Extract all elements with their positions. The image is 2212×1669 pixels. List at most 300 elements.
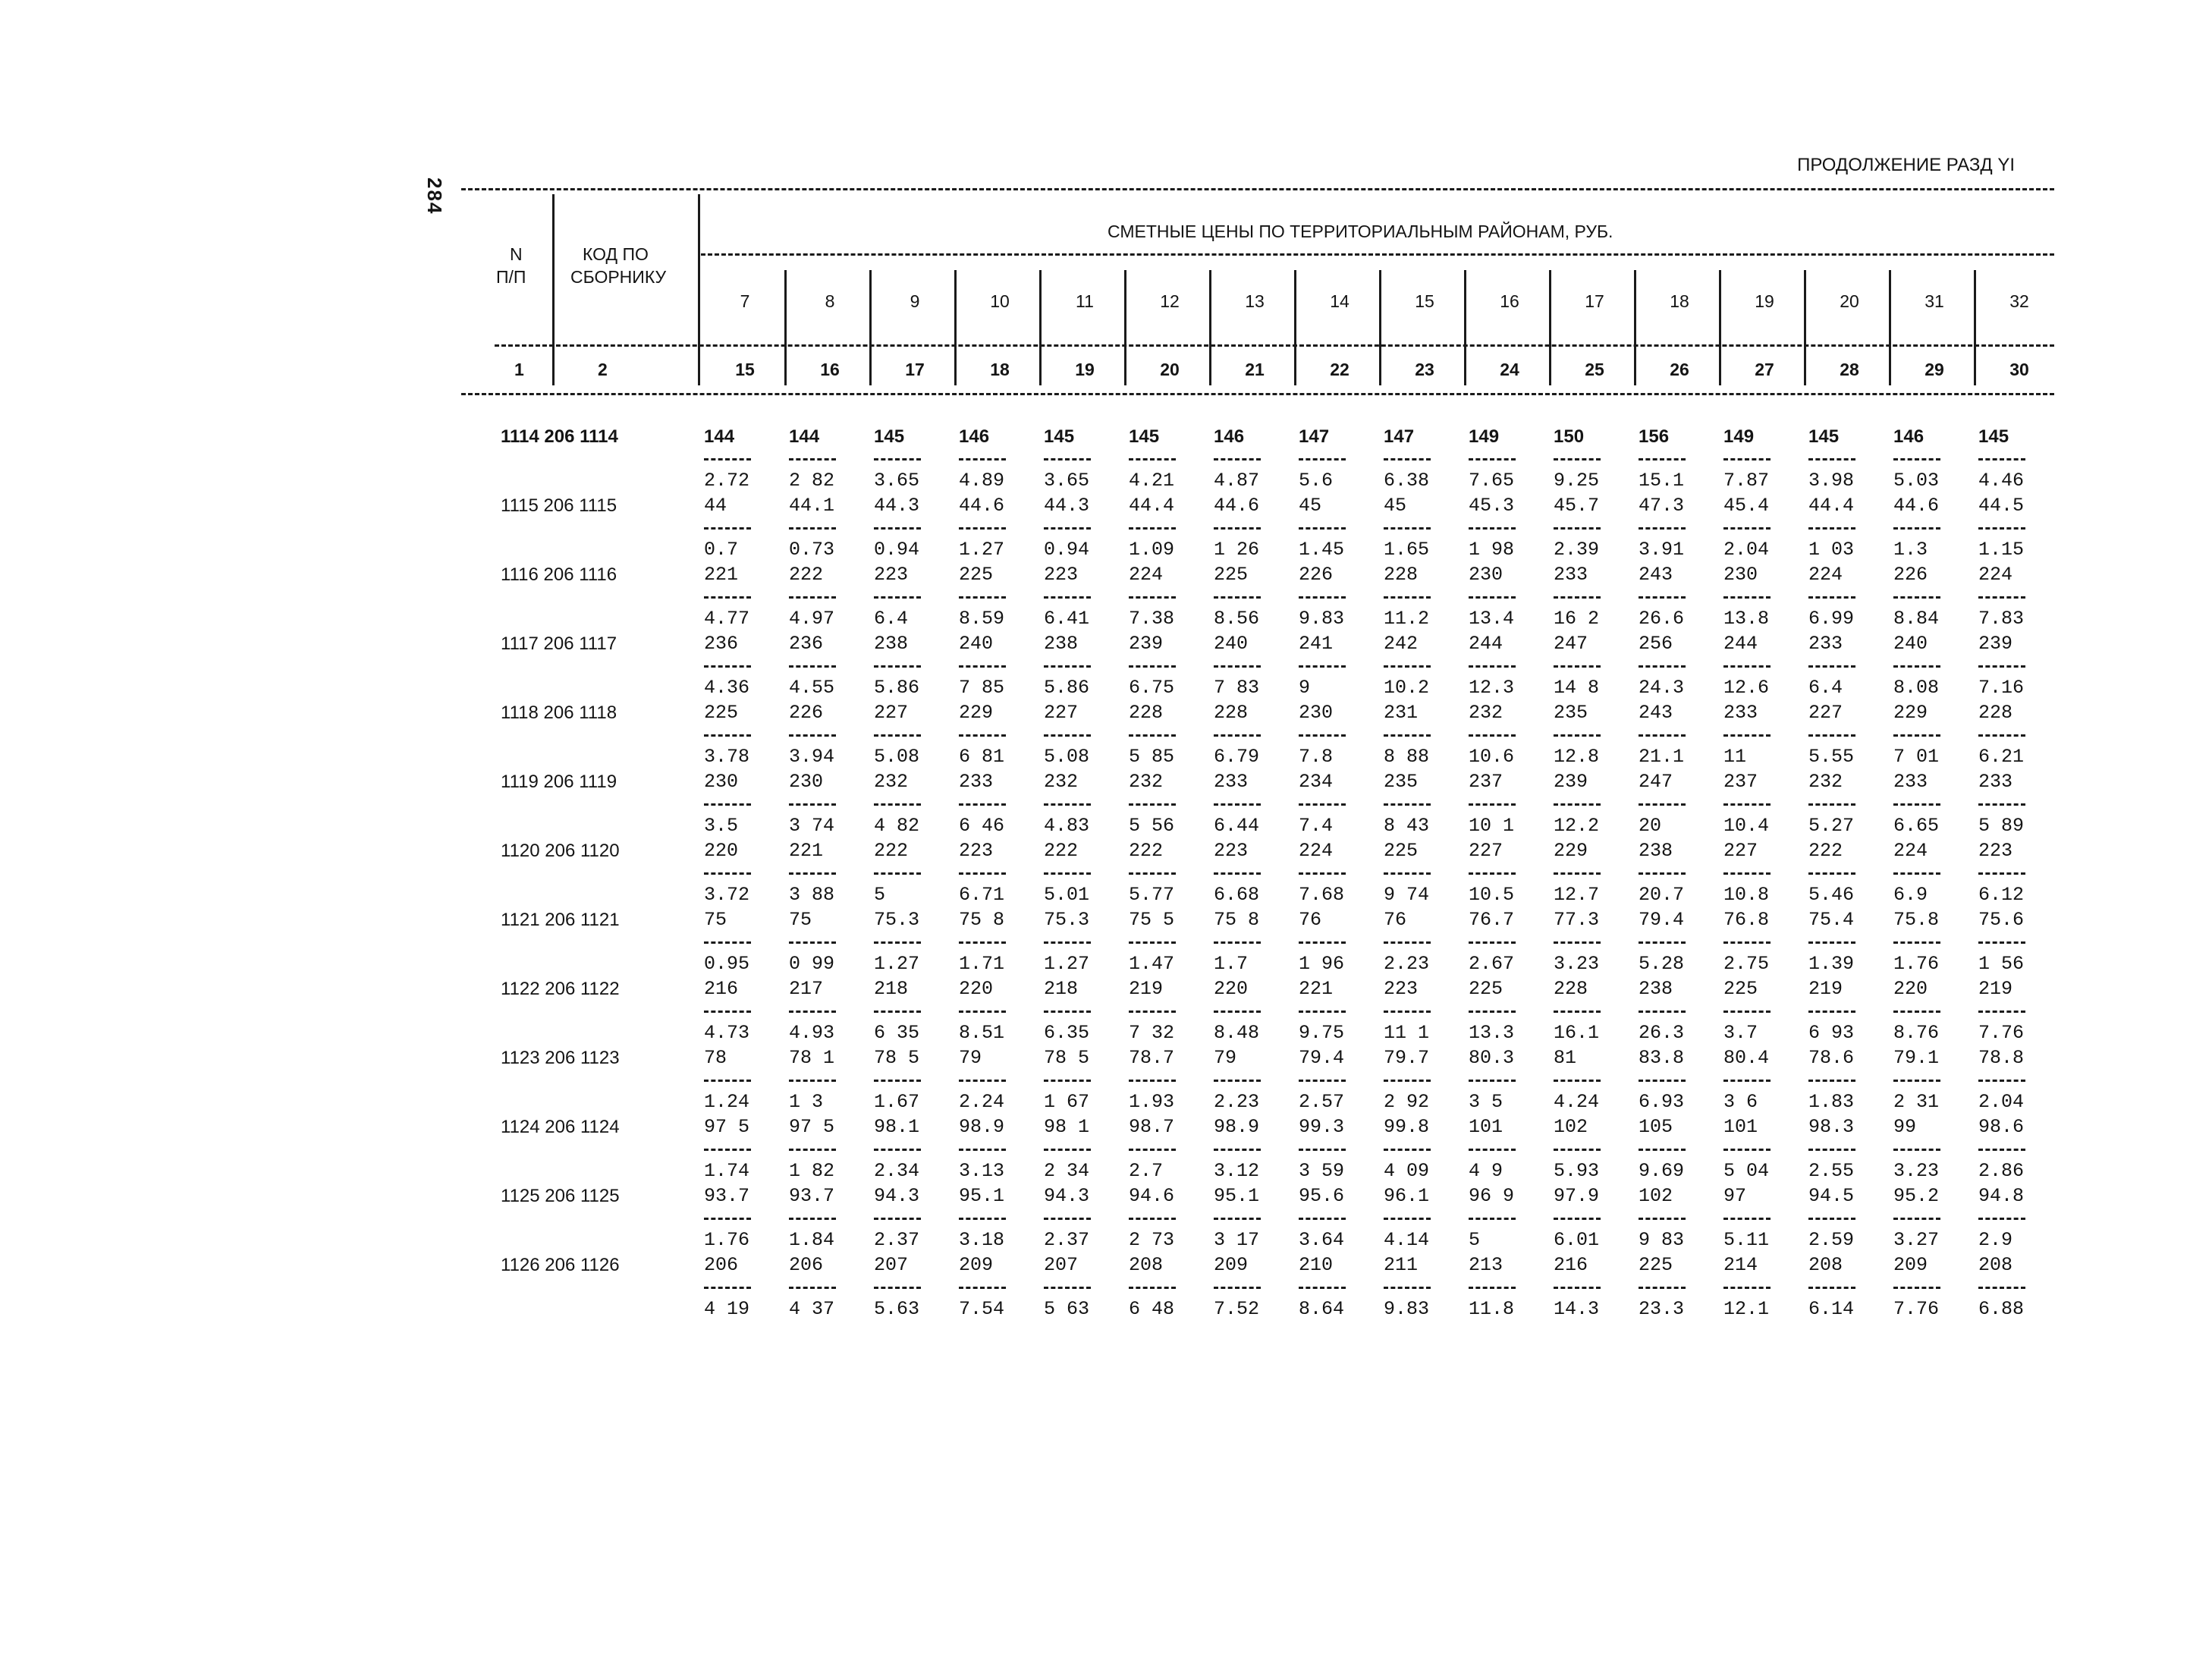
price-value: 233 (959, 771, 994, 793)
price-value-secondary: 8.59 (959, 608, 1005, 630)
price-value-secondary: 2.37 (1044, 1229, 1090, 1251)
price-value-secondary: 6.35 (1044, 1022, 1090, 1044)
fraction-separator (1554, 872, 1601, 875)
fraction-separator (789, 1011, 836, 1013)
price-value-secondary: 10.6 (1469, 746, 1515, 768)
price-value: 144 (789, 426, 820, 447)
price-value: 228 (1554, 978, 1588, 1000)
fraction-separator (959, 596, 1006, 599)
price-value: 233 (1554, 564, 1588, 586)
price-value-secondary: 10 1 (1469, 815, 1515, 837)
fraction-separator (1639, 872, 1686, 875)
price-value-secondary: 5.86 (1044, 677, 1090, 699)
price-value: 44.6 (1893, 495, 1940, 517)
price-value-secondary: 1 03 (1808, 539, 1855, 561)
fraction-separator (1129, 527, 1176, 530)
price-value: 223 (1214, 840, 1249, 862)
price-value: 44.6 (959, 495, 1005, 517)
fraction-separator (874, 941, 921, 944)
fraction-separator (1893, 734, 1940, 737)
price-value: 243 (1639, 564, 1673, 586)
price-value-secondary: 11.8 (1469, 1298, 1515, 1320)
price-value-secondary: 24.3 (1639, 677, 1685, 699)
fraction-separator (1299, 941, 1346, 944)
district-header: 32 (2009, 291, 2029, 311)
price-value: 147 (1384, 426, 1415, 447)
price-value-secondary: 1.27 (959, 539, 1005, 561)
price-value: 146 (1893, 426, 1925, 447)
fraction-separator (1214, 1287, 1261, 1289)
price-value: 76.8 (1723, 909, 1770, 931)
fraction-separator (1893, 458, 1940, 460)
price-value: 146 (959, 426, 990, 447)
fraction-separator (1723, 527, 1771, 530)
price-value-secondary: 4.97 (789, 608, 835, 630)
price-value: 97 (1723, 1185, 1747, 1207)
price-value-secondary: 20.7 (1639, 884, 1685, 906)
price-value-secondary: 4.36 (704, 677, 750, 699)
fraction-separator (1554, 1287, 1601, 1289)
price-value: 235 (1384, 771, 1419, 793)
price-value: 207 (874, 1254, 909, 1276)
fraction-separator (874, 803, 921, 806)
price-value-secondary: 4.77 (704, 608, 750, 630)
price-value-secondary: 6.4 (874, 608, 909, 630)
header-divider-code (698, 194, 700, 385)
price-value: 220 (1893, 978, 1928, 1000)
fraction-separator (1723, 1218, 1771, 1220)
price-value-secondary: 7.87 (1723, 470, 1770, 492)
fraction-separator (1978, 527, 2025, 530)
price-value-secondary: 12.2 (1554, 815, 1600, 837)
fraction-separator (1469, 1011, 1516, 1013)
price-value-secondary: 9.75 (1299, 1022, 1345, 1044)
price-value: 95.6 (1299, 1185, 1345, 1207)
price-value-secondary: 1.27 (1044, 953, 1090, 975)
price-value-secondary: 4.93 (789, 1022, 835, 1044)
price-value-secondary: 6.75 (1129, 677, 1175, 699)
price-value-secondary: 11 1 (1384, 1022, 1430, 1044)
price-value-secondary: 2.04 (1723, 539, 1770, 561)
fraction-separator (1893, 1287, 1940, 1289)
fraction-separator (1299, 734, 1346, 737)
price-value-secondary: 7 85 (959, 677, 1005, 699)
price-value-secondary: 2.75 (1723, 953, 1770, 975)
numbering-header: 30 (2009, 360, 2029, 379)
fraction-separator (1808, 1218, 1855, 1220)
price-value-secondary: 8.48 (1214, 1022, 1260, 1044)
numbering-header: 29 (1925, 360, 1944, 379)
fraction-separator (1639, 1218, 1686, 1220)
price-value: 220 (959, 978, 994, 1000)
price-value: 94.6 (1129, 1185, 1175, 1207)
price-value-secondary: 2.86 (1978, 1160, 2025, 1182)
price-value: 226 (1893, 564, 1928, 586)
price-value: 225 (704, 702, 739, 724)
price-value: 94.3 (874, 1185, 920, 1207)
price-value: 238 (874, 633, 909, 655)
fraction-separator (1384, 803, 1431, 806)
fraction-separator (1469, 596, 1516, 599)
price-value-secondary: 6.01 (1554, 1229, 1600, 1251)
price-value-secondary: 7.4 (1299, 815, 1334, 837)
fraction-separator (1723, 596, 1771, 599)
column-divider (1464, 270, 1466, 385)
price-value: 234 (1299, 771, 1334, 793)
fraction-separator (1639, 665, 1686, 668)
fraction-separator (1893, 1080, 1940, 1082)
price-value-secondary: 4.24 (1554, 1091, 1600, 1113)
price-value: 94.5 (1808, 1185, 1855, 1207)
price-value-secondary: 8.76 (1893, 1022, 1940, 1044)
fraction-separator (1129, 1149, 1176, 1151)
fraction-separator (1639, 1011, 1686, 1013)
fraction-separator (789, 872, 836, 875)
price-value-secondary: 0 99 (789, 953, 835, 975)
price-value: 97 5 (789, 1116, 835, 1138)
price-value: 219 (1978, 978, 2013, 1000)
price-value: 221 (704, 564, 739, 586)
fraction-separator (1469, 1149, 1516, 1151)
header-n: N (510, 244, 523, 264)
price-value-secondary: 4.14 (1384, 1229, 1430, 1251)
price-value-secondary: 8.08 (1893, 677, 1940, 699)
price-value: 145 (1129, 426, 1160, 447)
price-value-secondary: 3 59 (1299, 1160, 1345, 1182)
price-value-secondary: 7 83 (1214, 677, 1260, 699)
price-value: 79.7 (1384, 1047, 1430, 1069)
price-value-secondary: 1.27 (874, 953, 920, 975)
price-value: 256 (1639, 633, 1673, 655)
price-value: 222 (789, 564, 824, 586)
price-value: 224 (1893, 840, 1928, 862)
price-value: 238 (1639, 840, 1673, 862)
price-value-secondary: 6.68 (1214, 884, 1260, 906)
fraction-separator (1723, 941, 1771, 944)
price-value: 81 (1554, 1047, 1577, 1069)
fraction-separator (704, 596, 751, 599)
price-value-secondary: 26.3 (1639, 1022, 1685, 1044)
column-divider (1974, 270, 1976, 385)
price-value: 78.8 (1978, 1047, 2025, 1069)
price-value-secondary: 12.7 (1554, 884, 1600, 906)
price-value-secondary: 5.93 (1554, 1160, 1600, 1182)
column-divider (1209, 270, 1211, 385)
price-value-secondary: 3.5 (704, 815, 739, 837)
fraction-separator (1639, 803, 1686, 806)
fraction-separator (704, 803, 751, 806)
fraction-separator (1554, 1011, 1601, 1013)
price-value-secondary: 16 2 (1554, 608, 1600, 630)
price-value: 223 (1384, 978, 1419, 1000)
price-value-secondary: 3.78 (704, 746, 750, 768)
header-code-line2: СБОРНИКУ (570, 267, 667, 287)
numbering-header: 18 (990, 360, 1010, 379)
price-value: 79.4 (1299, 1047, 1345, 1069)
price-value: 75.8 (1893, 909, 1940, 931)
price-value: 156 (1639, 426, 1670, 447)
price-value-secondary: 12.8 (1554, 746, 1600, 768)
fraction-separator (1299, 527, 1346, 530)
price-value-secondary: 5.86 (874, 677, 920, 699)
price-value: 222 (1808, 840, 1843, 862)
price-value-secondary: 5.03 (1893, 470, 1940, 492)
price-value-secondary: 6.71 (959, 884, 1005, 906)
fraction-separator (704, 1149, 751, 1151)
price-value: 144 (704, 426, 735, 447)
price-value: 95.1 (1214, 1185, 1260, 1207)
price-value-secondary: 2.9 (1978, 1229, 2013, 1251)
price-value-secondary: 3 5 (1469, 1091, 1503, 1113)
price-value-secondary: 5.46 (1808, 884, 1855, 906)
fraction-separator (1044, 803, 1091, 806)
district-header: 16 (1500, 291, 1519, 311)
row-code-label: 1125 206 1125 (501, 1186, 620, 1206)
price-value: 228 (1214, 702, 1249, 724)
fraction-separator (1214, 1149, 1261, 1151)
fraction-separator (874, 458, 921, 460)
price-value: 237 (1469, 771, 1503, 793)
fraction-separator (1978, 1080, 2025, 1082)
fraction-separator (1639, 596, 1686, 599)
fraction-separator (1299, 872, 1346, 875)
price-value: 231 (1384, 702, 1419, 724)
price-value-secondary: 2 82 (789, 470, 835, 492)
price-value-secondary: 6.14 (1808, 1298, 1855, 1320)
fraction-separator (1129, 1287, 1176, 1289)
fraction-separator (1554, 734, 1601, 737)
price-value: 214 (1723, 1254, 1758, 1276)
price-value: 228 (1129, 702, 1164, 724)
price-value: 225 (1469, 978, 1503, 1000)
price-value: 75 (704, 909, 727, 931)
price-value: 227 (1044, 702, 1079, 724)
price-value: 223 (1044, 564, 1079, 586)
fraction-separator (1723, 665, 1771, 668)
price-value-secondary: 3 17 (1214, 1229, 1260, 1251)
district-header: 17 (1585, 291, 1604, 311)
price-value-secondary: 3.72 (704, 884, 750, 906)
fraction-separator (1893, 527, 1940, 530)
price-value: 45 (1384, 495, 1407, 517)
price-value-secondary: 4 19 (704, 1298, 750, 1320)
column-divider (1889, 270, 1891, 385)
price-value: 223 (874, 564, 909, 586)
page-number: 284 (423, 178, 446, 215)
column-divider (1719, 270, 1721, 385)
price-value-secondary: 6.9 (1893, 884, 1928, 906)
fraction-separator (1723, 1011, 1771, 1013)
fraction-separator (1893, 872, 1940, 875)
price-value-secondary: 7.65 (1469, 470, 1515, 492)
price-value-secondary: 2.34 (874, 1160, 920, 1182)
price-value-secondary: 2 31 (1893, 1091, 1940, 1113)
price-value: 232 (1044, 771, 1079, 793)
price-value: 232 (1808, 771, 1843, 793)
price-value: 222 (874, 840, 909, 862)
price-value-secondary: 2.37 (874, 1229, 920, 1251)
price-value-secondary: 0.73 (789, 539, 835, 561)
numbering-header: 25 (1585, 360, 1604, 379)
price-value-secondary: 0.94 (874, 539, 920, 561)
price-value: 75.3 (874, 909, 920, 931)
fraction-separator (959, 734, 1006, 737)
price-value: 224 (1129, 564, 1164, 586)
price-value: 208 (1808, 1254, 1843, 1276)
fraction-separator (1808, 596, 1855, 599)
fraction-separator (704, 941, 751, 944)
price-value-secondary: 1.3 (1893, 539, 1928, 561)
price-value: 206 (704, 1254, 739, 1276)
price-value: 75.6 (1978, 909, 2025, 931)
fraction-separator (1639, 1149, 1686, 1151)
fraction-separator (1893, 1218, 1940, 1220)
fraction-separator (789, 1218, 836, 1220)
numbering-header: 16 (820, 360, 840, 379)
price-value: 240 (1214, 633, 1249, 655)
price-value-secondary: 3.27 (1893, 1229, 1940, 1251)
price-value: 95.1 (959, 1185, 1005, 1207)
district-header: 20 (1840, 291, 1859, 311)
price-value-secondary: 1.71 (959, 953, 1005, 975)
numbering-header: 27 (1755, 360, 1774, 379)
fraction-separator (1639, 734, 1686, 737)
continuation-heading: ПРОДОЛЖЕНИЕ РАЗД YI (1797, 155, 2015, 175)
price-value: 96 9 (1469, 1185, 1515, 1207)
price-value-secondary: 3.18 (959, 1229, 1005, 1251)
fraction-separator (704, 665, 751, 668)
fraction-separator (1214, 941, 1261, 944)
price-value: 227 (1808, 702, 1843, 724)
fraction-separator (1299, 665, 1346, 668)
price-value: 229 (959, 702, 994, 724)
price-value-secondary: 3 88 (789, 884, 835, 906)
price-value-secondary: 1 3 (789, 1091, 824, 1113)
price-value: 145 (1044, 426, 1075, 447)
price-value-secondary: 13.8 (1723, 608, 1770, 630)
fraction-separator (1044, 941, 1091, 944)
price-value: 45 (1299, 495, 1322, 517)
price-value-secondary: 6 81 (959, 746, 1005, 768)
price-value-secondary: 1.15 (1978, 539, 2025, 561)
price-value: 240 (959, 633, 994, 655)
price-value-secondary: 4 09 (1384, 1160, 1430, 1182)
price-value-secondary: 13.3 (1469, 1022, 1515, 1044)
price-value-secondary: 9 83 (1639, 1229, 1685, 1251)
price-value-secondary: 3 74 (789, 815, 835, 837)
numbering-header: 20 (1160, 360, 1180, 379)
numbering-header: 19 (1075, 360, 1095, 379)
price-value: 98 1 (1044, 1116, 1090, 1138)
price-value: 230 (1469, 564, 1503, 586)
price-value-secondary: 11 (1723, 746, 1747, 768)
fraction-separator (789, 734, 836, 737)
fraction-separator (704, 1287, 751, 1289)
price-value: 221 (1299, 978, 1334, 1000)
fraction-separator (1044, 1218, 1091, 1220)
price-value-secondary: 4.87 (1214, 470, 1260, 492)
fraction-separator (1978, 803, 2025, 806)
fraction-separator (1978, 941, 2025, 944)
price-value: 237 (1723, 771, 1758, 793)
row-code-label: 1123 206 1123 (501, 1048, 620, 1068)
price-value-secondary: 6 46 (959, 815, 1005, 837)
price-value: 236 (789, 633, 824, 655)
price-value: 225 (1723, 978, 1758, 1000)
price-value: 83.8 (1639, 1047, 1685, 1069)
price-value: 244 (1469, 633, 1503, 655)
price-value-secondary: 1.76 (704, 1229, 750, 1251)
numbering-header: 15 (735, 360, 755, 379)
price-value: 230 (1299, 702, 1334, 724)
price-value-secondary: 4.55 (789, 677, 835, 699)
price-value: 225 (1214, 564, 1249, 586)
price-value: 230 (1723, 564, 1758, 586)
header-numbering-2: 2 (598, 360, 608, 379)
price-value-secondary: 3.98 (1808, 470, 1855, 492)
fraction-separator (1978, 596, 2025, 599)
price-value-secondary: 7.38 (1129, 608, 1175, 630)
fraction-separator (1978, 1287, 2025, 1289)
fraction-separator (874, 1149, 921, 1151)
price-value-secondary: 4.46 (1978, 470, 2025, 492)
header-spanning-title: СМЕТНЫЕ ЦЕНЫ ПО ТЕРРИТОРИАЛЬНЫМ РАЙОНАМ, РУБ. (1108, 222, 1613, 241)
price-value: 78 5 (874, 1047, 920, 1069)
price-value-secondary: 1.7 (1214, 953, 1249, 975)
price-value: 79 (1214, 1047, 1237, 1069)
price-value-secondary: 5.08 (1044, 746, 1090, 768)
price-value-secondary: 5.77 (1129, 884, 1175, 906)
price-value: 78 (704, 1047, 727, 1069)
price-value-secondary: 10.8 (1723, 884, 1770, 906)
column-divider (869, 270, 872, 385)
price-value: 78.7 (1129, 1047, 1175, 1069)
price-value-secondary: 8 43 (1384, 815, 1430, 837)
fraction-separator (1044, 665, 1091, 668)
district-header: 7 (740, 291, 750, 311)
price-value-secondary: 6.21 (1978, 746, 2025, 768)
price-value-secondary: 9.83 (1299, 608, 1345, 630)
price-value: 222 (1129, 840, 1164, 862)
price-value: 224 (1808, 564, 1843, 586)
price-value-secondary: 1 98 (1469, 539, 1515, 561)
fraction-separator (1044, 527, 1091, 530)
price-value-secondary: 5 63 (1044, 1298, 1090, 1320)
price-value: 225 (1384, 840, 1419, 862)
price-value: 75 (789, 909, 812, 931)
price-value-secondary: 5.28 (1639, 953, 1685, 975)
fraction-separator (959, 1011, 1006, 1013)
price-value: 98.7 (1129, 1116, 1175, 1138)
fraction-separator (1893, 941, 1940, 944)
price-value-secondary: 5 85 (1129, 746, 1175, 768)
price-value-secondary: 1.76 (1893, 953, 1940, 975)
fraction-separator (874, 596, 921, 599)
price-value: 233 (1978, 771, 2013, 793)
price-value-secondary: 3.94 (789, 746, 835, 768)
fraction-separator (1214, 527, 1261, 530)
price-value-secondary: 9.25 (1554, 470, 1600, 492)
fraction-separator (704, 1011, 751, 1013)
price-value-secondary: 16.1 (1554, 1022, 1600, 1044)
fraction-separator (874, 872, 921, 875)
price-value-secondary: 8.64 (1299, 1298, 1345, 1320)
price-value: 209 (1893, 1254, 1928, 1276)
fraction-separator (1044, 458, 1091, 460)
price-value-secondary: 1.84 (789, 1229, 835, 1251)
fraction-separator (1639, 458, 1686, 460)
price-value-secondary: 12.3 (1469, 677, 1515, 699)
